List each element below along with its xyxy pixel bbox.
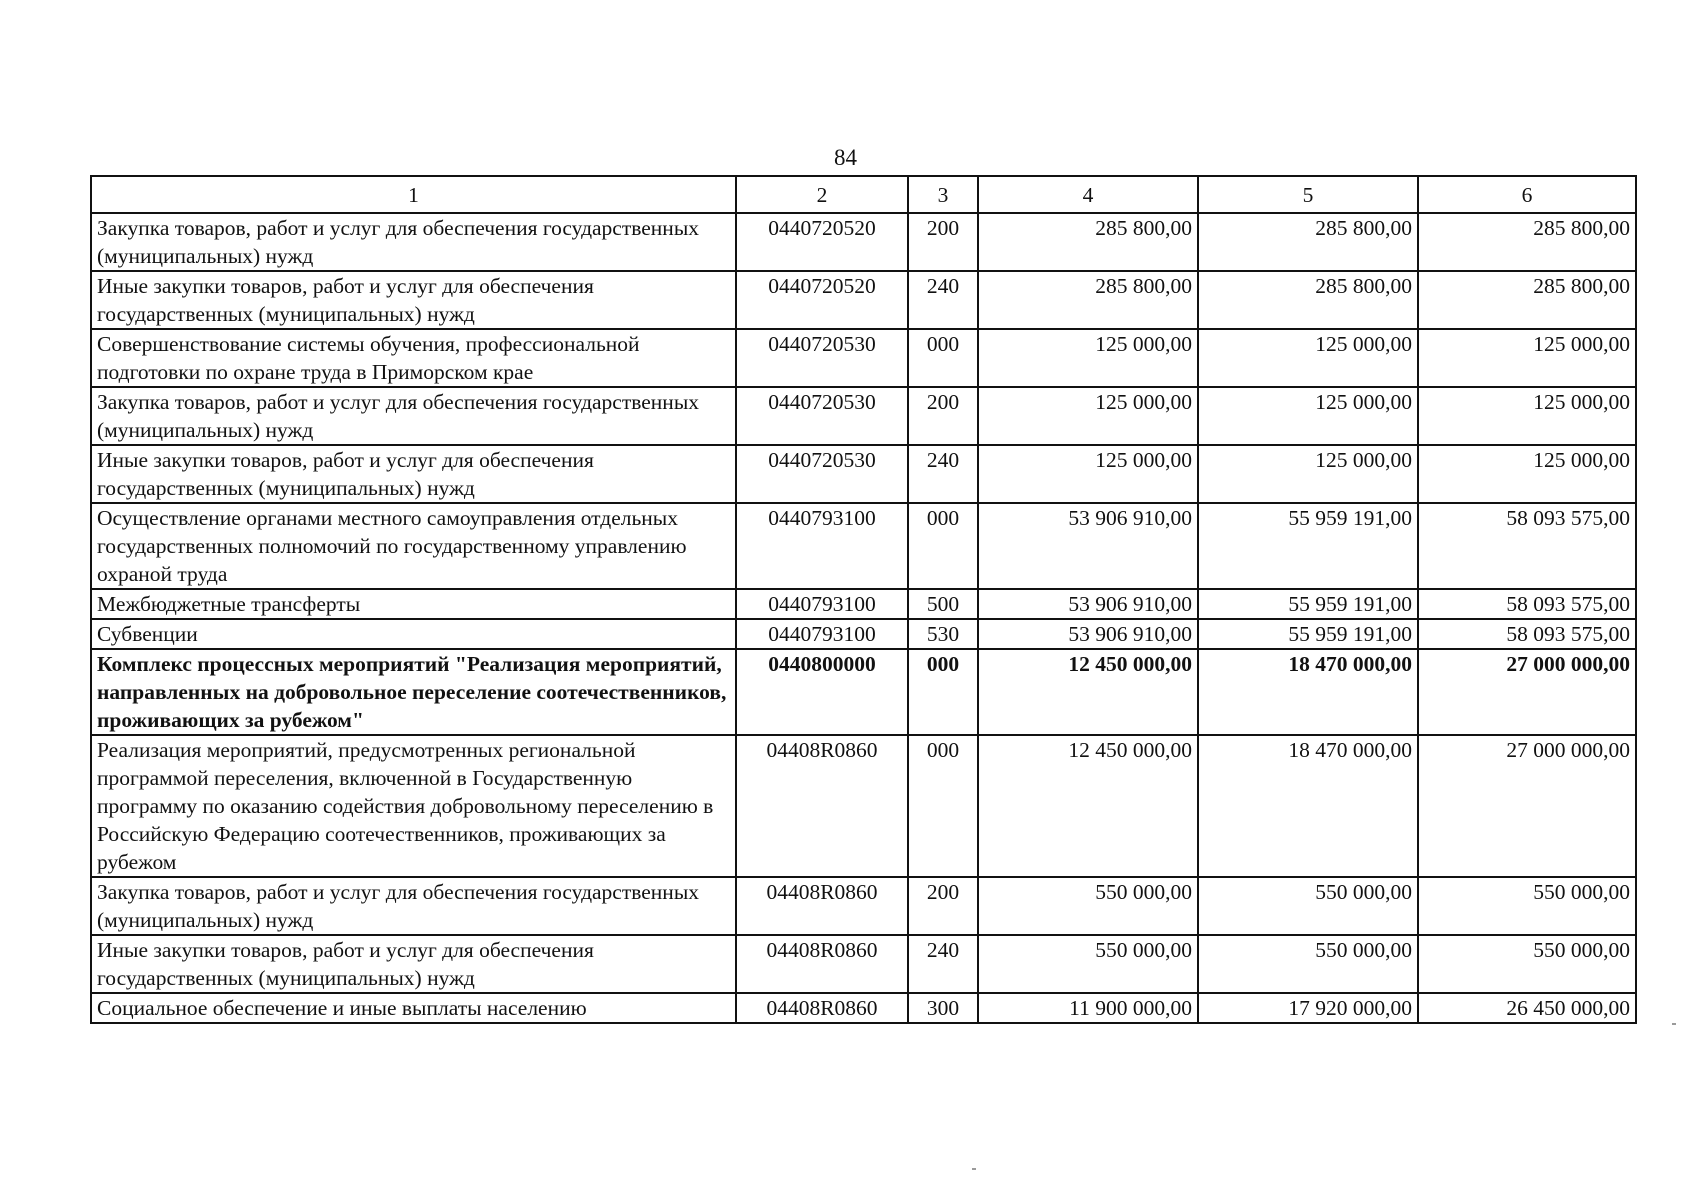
- row-amount-year2-cell: 125 000,00: [1198, 329, 1418, 387]
- row-code-cell: 0440720530: [736, 329, 908, 387]
- row-amount-year3-cell: 125 000,00: [1418, 387, 1636, 445]
- row-amount-year3-cell: 58 093 575,00: [1418, 589, 1636, 619]
- row-amount-year1-cell: 125 000,00: [978, 445, 1198, 503]
- row-amount-year2-cell: 18 470 000,00: [1198, 735, 1418, 877]
- row-name-cell: Осуществление органами местного самоуправления отдельных государственных полномочий по государственному управлению охраной труда: [91, 503, 736, 589]
- table-row: [91, 271, 1636, 329]
- row-amount-year3-cell: 550 000,00: [1418, 935, 1636, 993]
- row-amount-year3-cell: 27 000 000,00: [1418, 649, 1636, 735]
- column-header-5: 5: [1198, 176, 1418, 213]
- row-amount-year1-cell: 12 450 000,00: [978, 735, 1198, 877]
- row-amount-year1-cell: 12 450 000,00: [978, 649, 1198, 735]
- row-amount-year2-cell: 125 000,00: [1198, 445, 1418, 503]
- column-header-1: 1: [91, 176, 736, 213]
- row-expense-type-cell: 200: [908, 213, 978, 271]
- header-row: [91, 176, 1636, 213]
- row-amount-year3-cell: 125 000,00: [1418, 329, 1636, 387]
- table-row: [91, 589, 1636, 619]
- row-amount-year1-cell: 550 000,00: [978, 935, 1198, 993]
- row-name-cell: Реализация мероприятий, предусмотренных региональной программой переселения, включенной в Государственную программу по оказанию содействия добровольному переселению в Российскую Федерацию соотечественников, проживающих за рубежом: [91, 735, 736, 877]
- row-amount-year1-cell: 53 906 910,00: [978, 503, 1198, 589]
- row-expense-type-cell: 530: [908, 619, 978, 649]
- row-amount-year3-cell: 58 093 575,00: [1418, 619, 1636, 649]
- table-row: [91, 387, 1636, 445]
- table-row: [91, 213, 1636, 271]
- table-row: [91, 619, 1636, 649]
- row-amount-year2-cell: 55 959 191,00: [1198, 503, 1418, 589]
- scan-speck: [972, 1168, 976, 1170]
- page-number: 84: [834, 145, 857, 170]
- row-expense-type-cell: 500: [908, 589, 978, 619]
- row-amount-year1-cell: 285 800,00: [978, 271, 1198, 329]
- row-name-cell: Закупка товаров, работ и услуг для обеспечения государственных (муниципальных) нужд: [91, 877, 736, 935]
- column-header-6: 6: [1418, 176, 1636, 213]
- row-name-cell: Иные закупки товаров, работ и услуг для обеспечения государственных (муниципальных) нужд: [91, 935, 736, 993]
- row-amount-year3-cell: 550 000,00: [1418, 877, 1636, 935]
- row-amount-year2-cell: 550 000,00: [1198, 877, 1418, 935]
- row-amount-year3-cell: 58 093 575,00: [1418, 503, 1636, 589]
- row-amount-year2-cell: 285 800,00: [1198, 271, 1418, 329]
- row-expense-type-cell: 200: [908, 387, 978, 445]
- row-amount-year1-cell: 125 000,00: [978, 329, 1198, 387]
- row-expense-type-cell: 300: [908, 993, 978, 1023]
- table-row: [91, 445, 1636, 503]
- row-amount-year3-cell: 27 000 000,00: [1418, 735, 1636, 877]
- table-row: [91, 935, 1636, 993]
- row-amount-year2-cell: 550 000,00: [1198, 935, 1418, 993]
- row-code-cell: 04408R0860: [736, 935, 908, 993]
- row-name-cell: Социальное обеспечение и иные выплаты населению: [91, 993, 736, 1023]
- row-code-cell: 0440793100: [736, 619, 908, 649]
- row-amount-year2-cell: 55 959 191,00: [1198, 589, 1418, 619]
- row-expense-type-cell: 000: [908, 503, 978, 589]
- row-amount-year1-cell: 11 900 000,00: [978, 993, 1198, 1023]
- scan-speck: [1672, 1023, 1676, 1025]
- row-code-cell: 04408R0860: [736, 993, 908, 1023]
- row-name-cell: Иные закупки товаров, работ и услуг для обеспечения государственных (муниципальных) нужд: [91, 271, 736, 329]
- row-expense-type-cell: 000: [908, 735, 978, 877]
- row-amount-year2-cell: 285 800,00: [1198, 213, 1418, 271]
- row-name-cell: Комплекс процессных мероприятий "Реализация мероприятий, направленных на добровольное переселение соотечественников, проживающих за рубежом": [91, 649, 736, 735]
- row-code-cell: 0440793100: [736, 503, 908, 589]
- table-row: [91, 735, 1636, 877]
- row-expense-type-cell: 200: [908, 877, 978, 935]
- table-row: [91, 993, 1636, 1023]
- table-row: [91, 329, 1636, 387]
- row-name-cell: Субвенции: [91, 619, 736, 649]
- row-amount-year1-cell: 53 906 910,00: [978, 589, 1198, 619]
- table-body: [91, 213, 1636, 1023]
- row-name-cell: Закупка товаров, работ и услуг для обеспечения государственных (муниципальных) нужд: [91, 387, 736, 445]
- row-amount-year2-cell: 18 470 000,00: [1198, 649, 1418, 735]
- column-header-2: 2: [736, 176, 908, 213]
- table-row: [91, 503, 1636, 589]
- column-header-3: 3: [908, 176, 978, 213]
- budget-table: [90, 175, 1637, 1024]
- row-amount-year3-cell: 125 000,00: [1418, 445, 1636, 503]
- row-name-cell: Межбюджетные трансферты: [91, 589, 736, 619]
- row-code-cell: 0440793100: [736, 589, 908, 619]
- column-header-4: 4: [978, 176, 1198, 213]
- row-code-cell: 04408R0860: [736, 877, 908, 935]
- row-amount-year1-cell: 285 800,00: [978, 213, 1198, 271]
- row-code-cell: 0440720520: [736, 213, 908, 271]
- row-code-cell: 0440720530: [736, 387, 908, 445]
- row-amount-year2-cell: 125 000,00: [1198, 387, 1418, 445]
- row-expense-type-cell: 240: [908, 935, 978, 993]
- row-code-cell: 0440720530: [736, 445, 908, 503]
- row-expense-type-cell: 240: [908, 271, 978, 329]
- row-name-cell: Иные закупки товаров, работ и услуг для обеспечения государственных (муниципальных) нужд: [91, 445, 736, 503]
- row-expense-type-cell: 000: [908, 649, 978, 735]
- row-code-cell: 0440720520: [736, 271, 908, 329]
- row-code-cell: 0440800000: [736, 649, 908, 735]
- row-amount-year1-cell: 550 000,00: [978, 877, 1198, 935]
- row-amount-year1-cell: 53 906 910,00: [978, 619, 1198, 649]
- row-name-cell: Закупка товаров, работ и услуг для обеспечения государственных (муниципальных) нужд: [91, 213, 736, 271]
- row-amount-year3-cell: 26 450 000,00: [1418, 993, 1636, 1023]
- row-amount-year1-cell: 125 000,00: [978, 387, 1198, 445]
- row-amount-year2-cell: 55 959 191,00: [1198, 619, 1418, 649]
- row-amount-year3-cell: 285 800,00: [1418, 271, 1636, 329]
- row-code-cell: 04408R0860: [736, 735, 908, 877]
- row-expense-type-cell: 240: [908, 445, 978, 503]
- row-amount-year2-cell: 17 920 000,00: [1198, 993, 1418, 1023]
- row-expense-type-cell: 000: [908, 329, 978, 387]
- table-row: [91, 649, 1636, 735]
- row-amount-year3-cell: 285 800,00: [1418, 213, 1636, 271]
- table-row: [91, 877, 1636, 935]
- row-name-cell: Совершенствование системы обучения, профессиональной подготовки по охране труда в Приморском крае: [91, 329, 736, 387]
